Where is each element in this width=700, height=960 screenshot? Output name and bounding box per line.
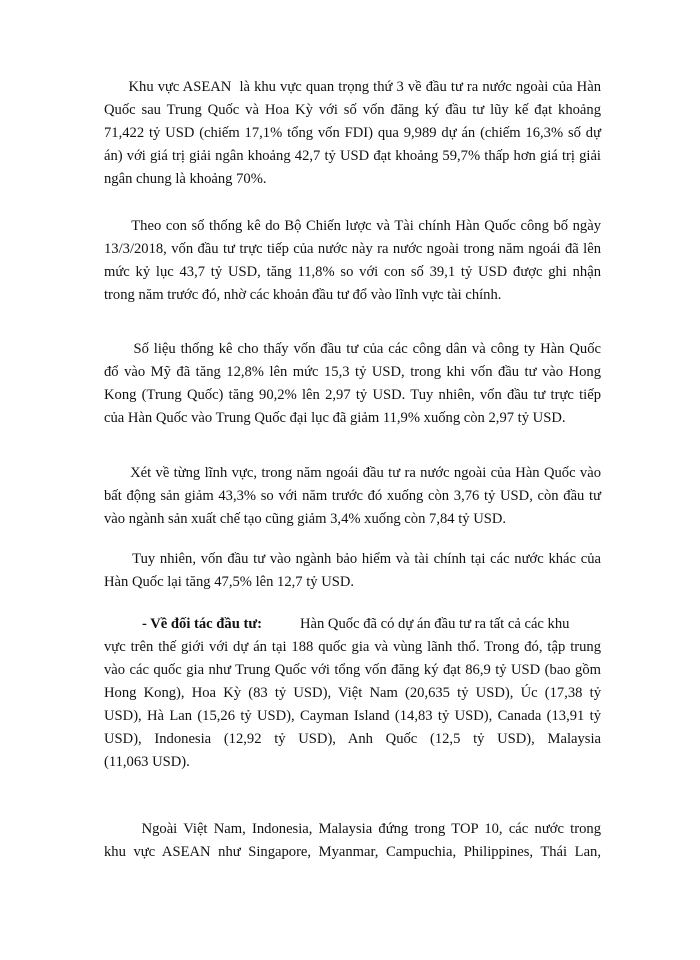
paragraph-top10 — [104, 818, 601, 864]
text-line: Xét về từng lĩnh vực, trong năm ngoái đầu tư ra nước ngoài của Hàn Quốc vào — [104, 465, 601, 481]
paragraph-by-sector — [104, 462, 601, 531]
text-line: trong năm trước đó, nhờ các khoản đầu tư đổ vào lĩnh vực tài chính. — [104, 287, 502, 303]
text-line: đổ vào Mỹ đã tăng 12,8% lên mức 15,3 tỷ USD, trong khi vốn đầu tư vào Hong — [104, 364, 601, 380]
paragraph-insurance-finance — [104, 548, 601, 594]
text-line: của Hàn Quốc vào Trung Quốc đại lục đã giảm 11,9% xuống còn 2,97 tỷ USD. — [104, 410, 566, 426]
text-line: vào các quốc gia như Trung Quốc với tổng vốn đăng ký đạt 86,9 tỷ USD (bao gồm — [104, 662, 601, 678]
text-line: bất động sản giảm 43,3% so với năm trước đó xuống còn 3,76 tỷ USD, còn đầu tư — [104, 488, 601, 504]
text-line: 71,422 tỷ USD (chiếm 17,1% tổng vốn FDI) qua 9,989 dự án (chiếm 16,3% số dự — [104, 125, 601, 141]
paragraph-us-hongkong-china — [104, 338, 601, 430]
text-line: 13/3/2018, vốn đầu tư trực tiếp của nước này ra nước ngoài trong năm ngoái đã lên — [104, 241, 601, 257]
partners-heading: - Về đối tác đầu tư: — [142, 616, 262, 632]
partners-first-line-text: Hàn Quốc đã có dự án đầu tư ra tất cả các khu — [299, 616, 570, 632]
text-line: vực trên thế giới với dự án tại 188 quốc gia và vùng lãnh thổ. Trong đó, tập trung — [104, 639, 601, 655]
text-line: Kong (Trung Quốc) tăng 90,2% lên 2,97 tỷ USD. Tuy nhiên, vốn đầu tư trực tiếp — [104, 387, 601, 403]
text-line: khu vực ASEAN như Singapore, Myanmar, Campuchia, Philippines, Thái Lan, — [104, 844, 601, 860]
text-line: vào ngành sản xuất chế tạo cũng giảm 3,4% xuống còn 7,84 tỷ USD. — [104, 511, 507, 527]
text-line: Ngoài Việt Nam, Indonesia, Malaysia đứng trong TOP 10, các nước trong — [104, 821, 601, 837]
text-line: Theo con số thống kê do Bộ Chiến lược và Tài chính Hàn Quốc công bố ngày — [104, 218, 601, 234]
paragraph-ministry-statistics — [104, 215, 601, 307]
text-line: án) với giá trị giải ngân khoảng 42,7 tỷ USD đạt khoảng 59,7% thấp hơn giá trị giải — [104, 148, 601, 164]
text-line: (11,063 USD). — [104, 754, 190, 770]
text-line: USD), Hà Lan (15,26 tỷ USD), Cayman Island (14,83 tỷ USD), Canada (13,91 tỷ — [104, 708, 601, 724]
text-line: Quốc sau Trung Quốc và Hoa Kỳ với số vốn đăng ký đầu tư lũy kế đạt khoảng — [104, 102, 601, 118]
text-line: Số liệu thống kê cho thấy vốn đầu tư của các công dân và công ty Hàn Quốc — [104, 341, 601, 357]
paragraph-asean-region — [104, 76, 601, 191]
text-line: ngân chung là khoảng 70%. — [104, 171, 267, 187]
text-line: USD), Indonesia (12,92 tỷ USD), Anh Quốc (12,5 tỷ USD), Malaysia — [104, 731, 601, 747]
text-line: Khu vực ASEAN là khu vực quan trọng thứ 3 về đầu tư ra nước ngoài của Hàn — [104, 79, 601, 95]
paragraph-investment-partners — [104, 613, 601, 774]
partners-first-line — [104, 613, 601, 636]
text-line: Hàn Quốc lại tăng 47,5% lên 12,7 tỷ USD. — [104, 574, 355, 590]
text-line: mức kỷ lục 43,7 tỷ USD, tăng 11,8% so với con số 39,1 tỷ USD được ghi nhận — [104, 264, 601, 280]
text-line: Tuy nhiên, vốn đầu tư vào ngành bảo hiểm và tài chính tại các nước khác của — [104, 551, 601, 567]
text-line: Hong Kong), Hoa Kỳ (83 tỷ USD), Việt Nam (20,635 tỷ USD), Úc (17,38 tỷ — [104, 685, 601, 701]
